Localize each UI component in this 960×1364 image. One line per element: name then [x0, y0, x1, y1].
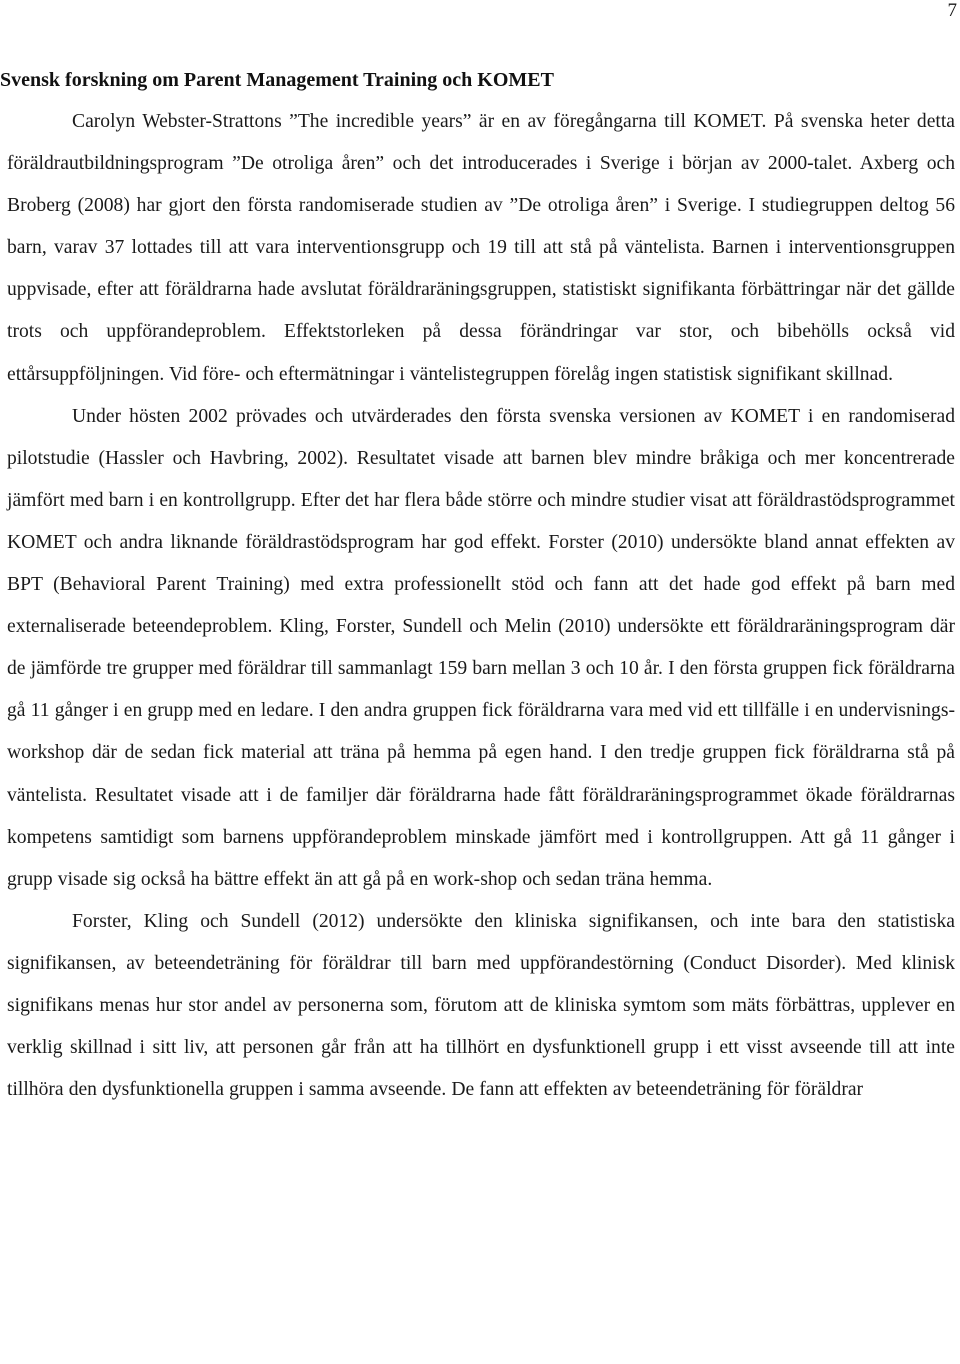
paragraph-webster-stratton: Carolyn Webster-Strattons ”The incredible years” är en av föregångarna till KOMET. På svenska heter detta föräldrautbildningsprogram ”De otroliga åren” och det introducerades i Sverige i början av 2000-talet. Axberg och Broberg (2008) har gjort den första randomiserade studien av ”De otroliga åren” i Sverige. I studiegruppen deltog 56 barn, varav 37 lottades till att vara interventionsgrupp och 19 till att stå på väntelista. Barnen i interventionsgruppen uppvisade, efter att föräldrarna hade avslutat föräldraräningsgruppen, statistiskt signifikanta förbättringar när det gällde trots och uppförandeproblem. Effektstorleken på dessa förändringar var stor, och bibehölls också vid ettårsuppföljningen. Vid före- och eftermätningar i väntelistegruppen förelåg ingen statistisk signifikant skillnad.	[7, 111, 955, 385]
body-text	[7, 101, 955, 1111]
page-number: 7	[947, 0, 957, 21]
paragraph-komet-pilot-study: Under hösten 2002 prövades och utvärderades den första svenska versionen av KOMET i en randomiserad pilotstudie (Hassler och Havbring, 2002). Resultatet visade att barnen blev mindre bråkiga och mer koncentrerade jämfört med barn i en kontrollgrupp. Efter det har flera både större och mindre studier visat att föräldrastödsprogrammet KOMET och andra liknande föräldrastödsprogram har god effekt. Forster (2010) undersökte bland annat effekten av BPT (Behavioral Parent Training) med extra professionellt stöd och fann att det hade god effekt på barn med externaliserade beteendeproblem. Kling, Forster, Sundell och Melin (2010) undersökte ett föräldraräningsprogram där de jämförde tre grupper med föräldrar till sammanlagt 159 barn mellan 3 och 10 år. I den första gruppen fick föräldrarna gå 11 gånger i en grupp med en ledare. I den andra gruppen fick föräldrarna vara med vid ett tillfälle i en undervisnings-workshop där de sedan fick material att träna på hemma på egen hand. I den tredje gruppen fick föräldrarna stå på väntelista. Resultatet visade att i de familjer där föräldrarna hade fått föräldraräningsprogrammet ökade föräldrarnas kompetens samtidigt som barnens uppförandeproblem minskade jämfört med i kontrollgruppen. Att gå 11 gånger i grupp visade sig också ha bättre effekt än att gå på en work-shop och sedan träna hemma.	[7, 405, 955, 890]
paragraph-clinical-significance: Forster, Kling och Sundell (2012) undersökte den kliniska signifikansen, och inte bara den statistiska signifikansen, av beteendeträning för föräldrar till barn med uppförandestörning (Conduct Disorder). Med klinisk signifikans menas hur stor andel av personerna som, förutom att de kliniska symtom som mäts förbättras, upplever en verklig skillnad i sitt liv, att personen går från att ha tillhört en dysfunktionell grupp i ett visst avseende till att inte tillhöra den dysfunktionella gruppen i samma avseende. De fann att effekten av beteendeträning för föräldrar	[7, 910, 955, 1101]
section-heading: Svensk forskning om Parent Management Training och KOMET	[0, 69, 554, 91]
